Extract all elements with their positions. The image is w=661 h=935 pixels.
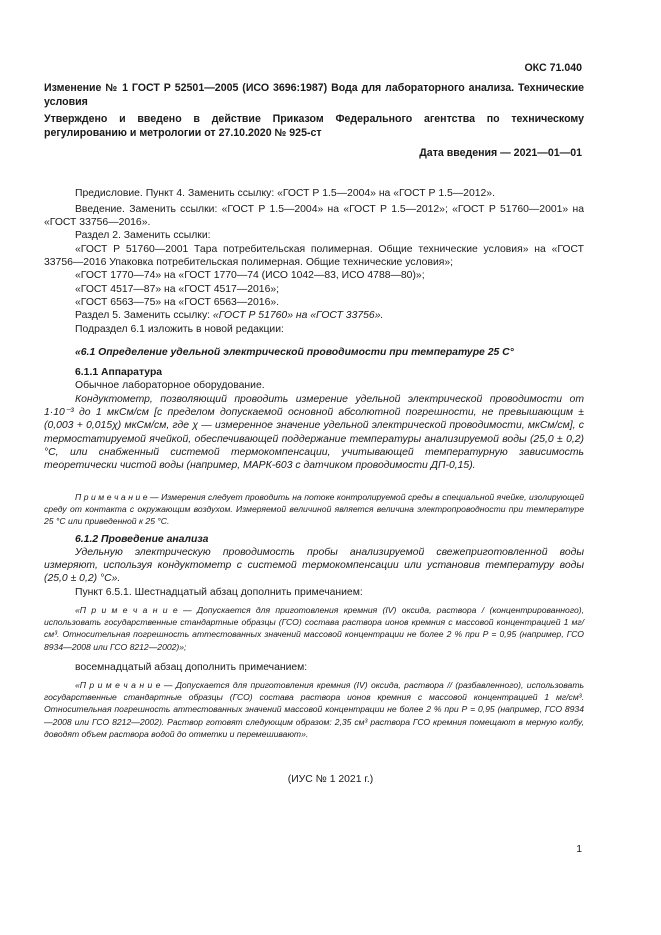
section-6-1-1-heading: 6.1.1 Аппаратура [75,367,163,378]
conductometer-paragraph: Кондуктометр, позволяющий проводить измерение удельной электрической проводимости от 1·10⁻³ до 1 мкСм/см [с пределом допускаемой основной абсолютной погрешности, не превышающим ± (0,003 + 0,015χ) мкСм/см, где χ — измеренное значение удельной электрической проводимости, мкСм/см], с термостатируемой ячейкой, обеспечивающей поддержание температуры анализируемой воды (25,0 ± 0,2) °С, или снабженный системой термокомпенсации, учитывающей температурную зависимость теоретически чистой воды (например, МАРК-603 с датчиком проводимости ДП-0,15). [44,394,584,472]
amendment-title: Изменение № 1 ГОСТ Р 52501—2005 (ИСО 3696:1987) Вода для лабораторного анализа. Технические условия [44,82,584,108]
eighteenth-paragraph-instruction: восемнадцатый абзац дополнить примечанием: [75,662,308,673]
note-label: «П р и м е ч а н и е [75,680,161,690]
section-6-1-heading: «6.1 Определение удельной электрической проводимости при температуре 25 С° [75,347,514,358]
ius-reference: (ИУС № 1 2021 г.) [287,774,374,785]
preface-paragraph: Предисловие. Пункт 4. Заменить ссылку: «ГОСТ Р 1.5—2004» на «ГОСТ Р 1.5—2012». [75,188,495,199]
section-5-paragraph [75,309,585,322]
oks-code: ОКС 71.040 [524,62,582,74]
note-measurement [44,491,584,528]
section-6-1-2-heading: 6.1.2 Проведение анализа [75,534,209,545]
section-2-reference-3: «ГОСТ 4517—87» на «ГОСТ 4517—2016»; [75,284,280,295]
note-text: — Измерения следует проводить на потоке контролируемой среды в специальной ячейке, изолирующей среду от контакта с окружающим воздухом. Измеряемой величиной является величина электропроводности при температуре 25 °С или приведенной к 25 °С. [44,492,584,527]
section-5-reference: «ГОСТ Р 51760» на «ГОСТ 33756». [212,310,384,321]
clause-6-5-1-paragraph: Пункт 6.5.1. Шестнадцатый абзац дополнить примечанием: [75,587,363,598]
section-2-reference-1: «ГОСТ Р 51760—2001 Тара потребительская полимерная. Общие технические условия» на «ГОСТ 33756—2016 Упаковка потребительская полимерная. Общие технические условия»; [44,244,584,269]
section-2-paragraph: Раздел 2. Заменить ссылки: [75,230,211,241]
section-5-lead: Раздел 5. Заменить ссылку: [75,310,213,321]
note-silicon-concentrated [44,604,584,653]
section-6-1-2-text: Удельную электрическую проводимость пробы анализируемой свежеприготовленной воды измеряют, используя кондуктометр с системой термокомпенсации или установив температуру воды (25,0 ± 0,2) °С». [44,547,584,585]
page-number: 1 [576,844,582,855]
subsection-6-1-instruction: Подраздел 6.1 изложить в новой редакции: [75,324,284,335]
section-2-reference-2: «ГОСТ 1770—74» на «ГОСТ 1770—74 (ИСО 1042—83, ИСО 4788—80)»; [75,270,425,281]
note-silicon-diluted [44,679,584,740]
section-2-reference-4: «ГОСТ 6563—75» на «ГОСТ 6563—2016». [75,297,280,308]
approval-statement: Утверждено и введено в действие Приказом Федерального агентства по техническому регулированию и метрологии от 27.10.2020 № 925-ст [44,113,584,139]
section-6-1-1-text: Обычное лабораторное оборудование. [75,380,265,391]
note-label: П р и м е ч а н и е [75,492,148,502]
introduction-paragraph: Введение. Заменить ссылки: «ГОСТ Р 1.5—2004» на «ГОСТ Р 1.5—2012»; «ГОСТ Р 51760—2001» на «ГОСТ 33756—2016». [44,204,584,229]
introduction-date: Дата введения — 2021—01—01 [419,147,582,159]
note-text: — Допускается для приготовления кремния (IV) оксида, раствора // (разбавленного), использовать государственные стандартные образцы (ГСО) состава раствора ионов кремния с массовой концентрацией 1 мг/см³. Относительная погрешность аттестованных значений массовой концентрации не более 2 % при Р = 0,95 (например, ГСО 8934—2008 или ГСО 8212—2002). Раствор готовят следующим образом: 2,35 см³ раствора ГСО кремния помещают в мерную колбу, доводят объем раствора водой до отметки и перемешивают». [44,680,584,739]
note-label: «П р и м е ч а н и е [75,605,178,615]
note-text: — Допускается для приготовления кремния (IV) оксида, раствора / (концентрированного), использовать государственные стандартные образцы (ГСО) состава раствора ионов кремния с массовой концентрацией 1 мг/см³. Относительная погрешность аттестованных значений массовой концентрации не более 2 % при Р = 0,95 (например, ГСО 8934—2008 или ГСО 8212—2002)»; [44,605,584,652]
